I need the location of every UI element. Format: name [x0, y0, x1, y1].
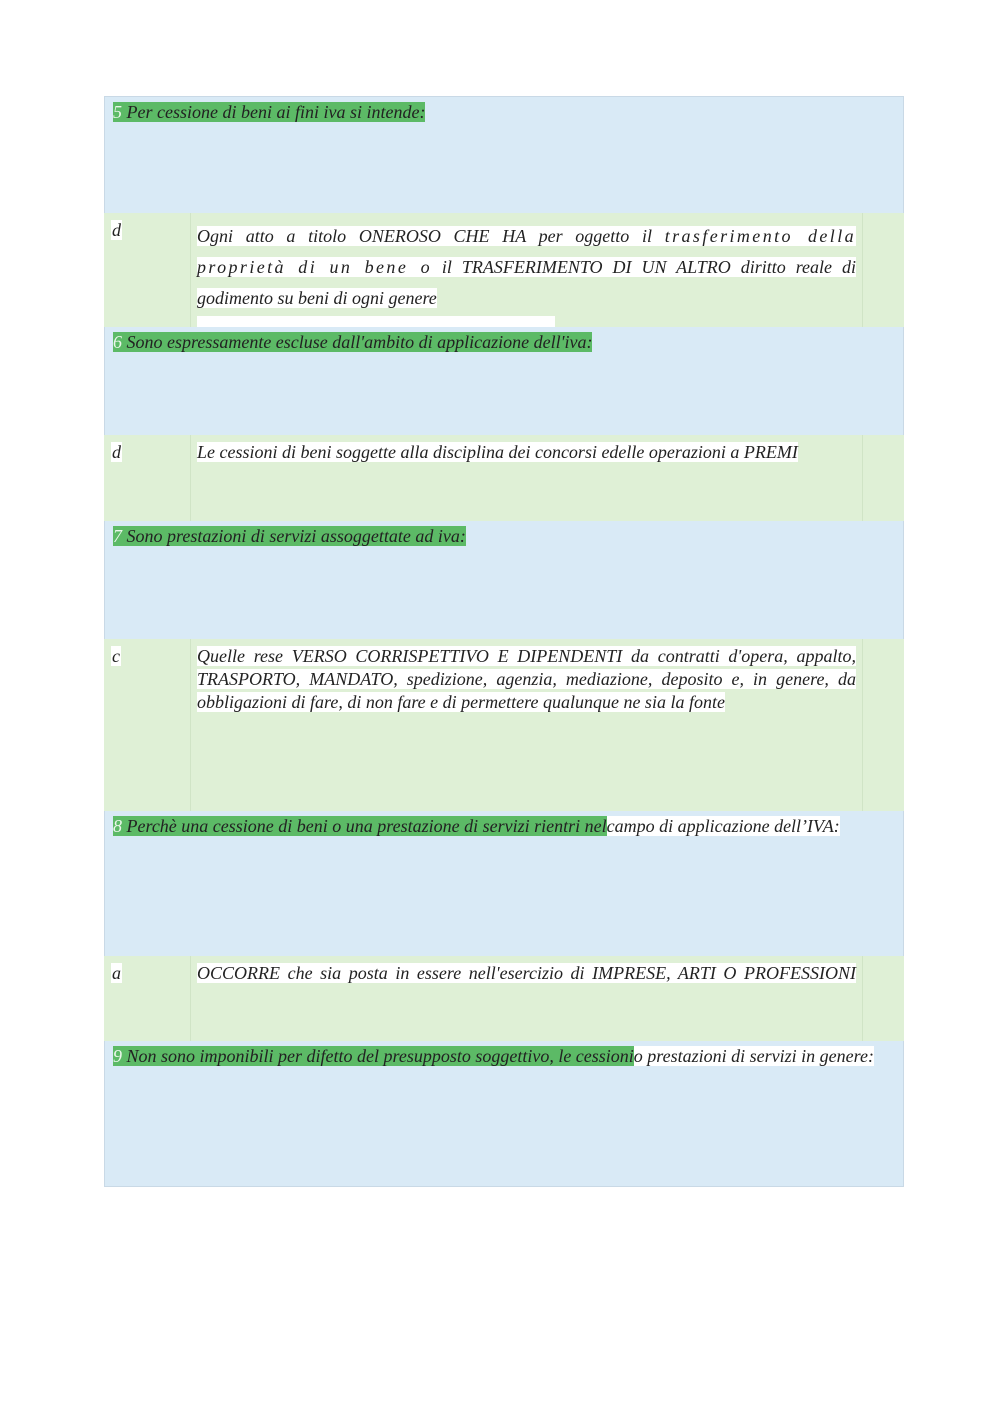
answer-letter: d [112, 442, 121, 462]
question-row [104, 811, 904, 956]
answer-row [104, 639, 904, 811]
question-text [113, 331, 895, 354]
answer-text-cell [191, 435, 863, 521]
question-continuation: campo di applicazione dell’IVA: [606, 816, 840, 836]
answer-letter: a [112, 963, 121, 983]
question-text [113, 101, 895, 124]
answer-letter-cell [104, 639, 191, 811]
question-row [104, 521, 904, 639]
answer-letter-cell [104, 435, 191, 521]
question-continuation: o prestazioni di servizi in genere: [633, 1046, 874, 1066]
question-row [104, 96, 904, 213]
answer-letter: c [112, 646, 120, 666]
answer-text-cell [191, 639, 863, 811]
answer-letter-cell [104, 956, 191, 1041]
quiz-table [104, 96, 904, 1187]
question-highlight: 5 Per cessione di beni ai fini iva si intende: [113, 102, 426, 122]
answer-text: trasferimento della proprietà di un bene o [197, 226, 856, 277]
question-highlight: 8 Perchè una cessione di beni o una prestazione di servizi rientri nel [113, 816, 607, 836]
question-row [104, 1041, 904, 1187]
answer-text-cell [191, 956, 863, 1041]
question-highlight: 7 Sono prestazioni di servizi assoggettate ad iva: [113, 526, 466, 546]
question-highlight: 9 Non sono imponibili per difetto del presupposto soggettivo, le cessioni [113, 1046, 634, 1066]
question-text [113, 525, 895, 548]
question-text [113, 815, 895, 838]
answer-row [104, 435, 904, 521]
question-number: 7 [113, 526, 122, 546]
answer-spacer-cell [863, 956, 904, 1041]
answer-text: Ogni atto a titolo ONEROSO CHE HA per oggetto il [197, 226, 665, 246]
answer-spacer-cell [863, 435, 904, 521]
answer-row [104, 213, 904, 327]
question-highlight: 6 Sono espressamente escluse dall'ambito di applicazione dell'iva: [113, 332, 593, 352]
answer-spacer-cell [863, 639, 904, 811]
question-number: 8 [113, 816, 122, 836]
question-number: 9 [113, 1046, 122, 1066]
question-text [113, 1045, 895, 1068]
answer-text: Quelle rese VERSO CORRISPETTIVO E DIPENDENTI da contratti d'opera, appalto, TRASPORTO, MANDATO, spedizione, agenzia, mediazione, deposito e, in genere, da obbligazioni di fare, di non fare e di permettere qualunque ne sia la fonte [197, 646, 856, 712]
answer-letter-cell [104, 213, 191, 327]
answer-letter: d [112, 220, 121, 240]
answer-text: il TRASFERIMENTO DI UN ALTRO diritto reale di godimento su beni di ogni genere [197, 257, 856, 308]
answer-text: Le cessioni di beni soggette alla disciplina dei concorsi edelle operazioni a PREMI [197, 442, 798, 462]
question-number: 6 [113, 332, 122, 352]
answer-spacer-cell [863, 213, 904, 327]
answer-text-cell [191, 213, 863, 327]
answer-text: OCCORRE che sia posta in essere nell'esercizio di IMPRESE, ARTI O PROFESSIONI [197, 963, 856, 983]
question-row [104, 327, 904, 435]
question-number: 5 [113, 102, 122, 122]
answer-row [104, 956, 904, 1041]
